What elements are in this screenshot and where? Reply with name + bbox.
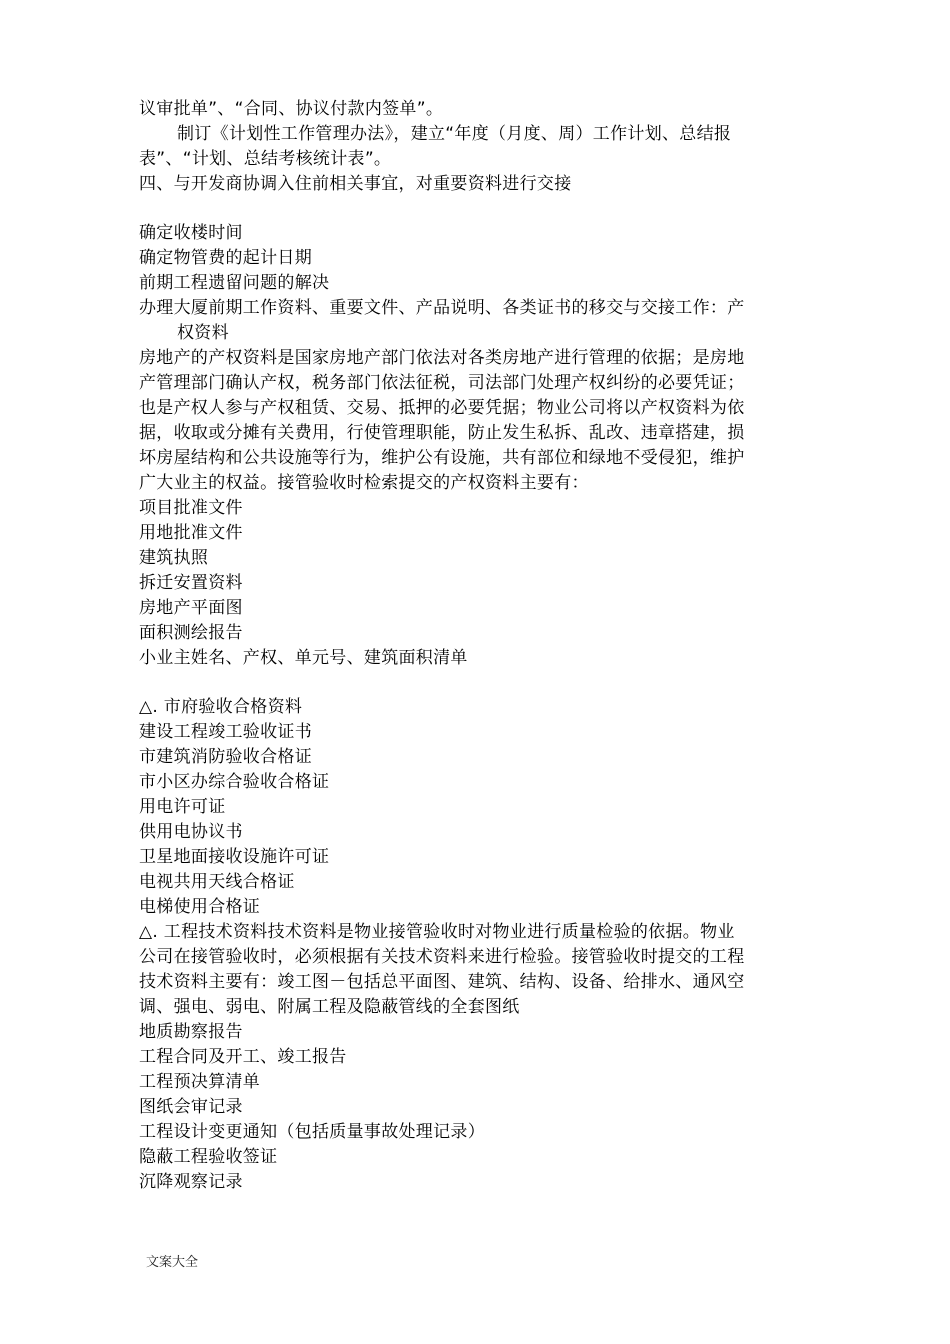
section-heading: 四、与开发商协调入住前相关事宜，对重要资料进行交接 <box>139 174 572 194</box>
list-item: 建筑执照 <box>139 548 209 568</box>
blank-line <box>139 671 819 695</box>
text-line: 制订《计划性工作管理办法》，建立“年度（月度、周）工作计划、总结报 <box>177 124 732 144</box>
page-footer: 文案大全 <box>146 1255 199 1270</box>
list-item: 确定收楼时间 <box>139 223 243 243</box>
paragraph-line: 技术资料主要有：竣工图－包括总平面图、建筑、结构、设备、给排水、通风空 <box>139 972 745 992</box>
paragraph-line: 调、强电、弱电、附属工程及隐蔽管线的全套图纸 <box>139 997 520 1017</box>
list-item: 用地批准文件 <box>139 523 243 543</box>
list-item: 工程预决算清单 <box>139 1072 261 1092</box>
document-body <box>139 97 819 1195</box>
paragraph-line: 广大业主的权益。接管验收时检索提交的产权资料主要有： <box>139 473 589 493</box>
list-item: 电梯使用合格证 <box>139 897 261 917</box>
list-item: 市小区办综合验收合格证 <box>139 772 330 792</box>
list-item: 隐蔽工程验收签证 <box>139 1147 278 1167</box>
paragraph-line: 产管理部门确认产权，税务部门依法征税，司法部门处理产权纠纷的必要凭证； <box>139 373 745 393</box>
paragraph-line: 公司在接管验收时，必须根据有关技术资料来进行检验。接管验收时提交的工程 <box>139 947 745 967</box>
text-line: 表”、“计划、总结考核统计表”。 <box>139 149 392 169</box>
paragraph-line: 据，收取或分摊有关费用，行使管理职能，防止发生私拆、乱改、违章搭建，损 <box>139 423 745 443</box>
list-item: 供用电协议书 <box>139 822 243 842</box>
list-item: 地质勘察报告 <box>139 1022 243 1042</box>
list-item: 工程设计变更通知（包括质量事故处理记录） <box>139 1122 485 1142</box>
blank-line <box>139 197 819 221</box>
section-heading: △. 市府验收合格资料 <box>139 697 303 717</box>
list-item-continuation: 权资料 <box>177 323 229 343</box>
list-item: 建设工程竣工验收证书 <box>139 722 312 742</box>
list-item: 小业主姓名、产权、单元号、建筑面积清单 <box>139 648 468 668</box>
list-item: 拆迁安置资料 <box>139 573 243 593</box>
list-item: 面积测绘报告 <box>139 623 243 643</box>
list-item: 图纸会审记录 <box>139 1097 243 1117</box>
list-item: 沉降观察记录 <box>139 1172 243 1192</box>
list-item: 电视共用天线合格证 <box>139 872 295 892</box>
list-item: 工程合同及开工、竣工报告 <box>139 1047 347 1067</box>
list-item: 办理大厦前期工作资料、重要文件、产品说明、各类证书的移交与交接工作：产 <box>139 298 745 318</box>
list-item: 项目批准文件 <box>139 498 243 518</box>
list-item: 房地产平面图 <box>139 598 243 618</box>
paragraph-line: 房地产的产权资料是国家房地产部门依法对各类房地产进行管理的依据；是房地 <box>139 348 745 368</box>
paragraph-line: 也是产权人参与产权租赁、交易、抵押的必要凭据；物业公司将以产权资料为依 <box>139 398 745 418</box>
list-item: 前期工程遗留问题的解决 <box>139 273 330 293</box>
text-line: 议审批单”、“合同、协议付款内签单”。 <box>139 99 444 119</box>
list-item: 用电许可证 <box>139 797 226 817</box>
paragraph-line: 坏房屋结构和公共设施等行为，维护公有设施，共有部位和绿地不受侵犯，维护 <box>139 448 745 468</box>
list-item: 确定物管费的起计日期 <box>139 248 312 268</box>
list-item: 卫星地面接收设施许可证 <box>139 847 330 867</box>
list-item: 市建筑消防验收合格证 <box>139 747 312 767</box>
section-heading: △. 工程技术资料技术资料是物业接管验收时对物业进行质量检验的依据。物业 <box>139 922 735 942</box>
